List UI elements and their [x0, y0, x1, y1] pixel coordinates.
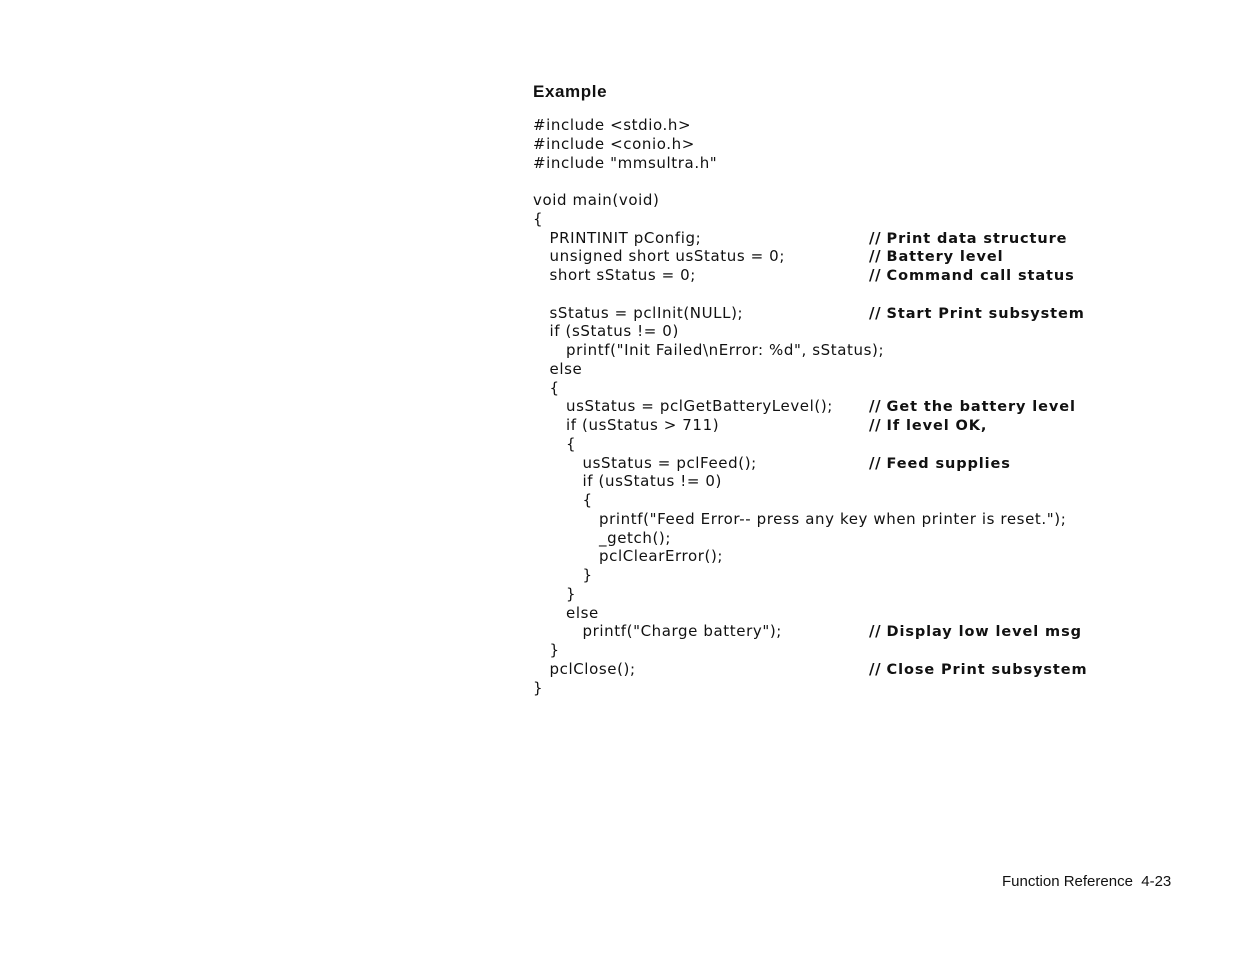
- code-text: {: [566, 434, 577, 453]
- code-line: [533, 154, 1133, 173]
- code-text: #include <conio.h>: [533, 134, 695, 153]
- code-line: [533, 266, 1133, 285]
- code-example: [533, 116, 1133, 697]
- code-line: [533, 191, 1133, 210]
- code-text: }: [566, 584, 577, 603]
- code-line: [533, 435, 1133, 454]
- code-line: [533, 116, 1133, 135]
- code-text: short sStatus = 0;: [549, 266, 696, 284]
- code-text: else: [549, 359, 583, 378]
- comment-text: Print data structure: [886, 230, 1068, 247]
- code-line: [533, 566, 1133, 585]
- footer-section-title: Function Reference: [1002, 873, 1133, 890]
- code-text: pclClose();: [549, 659, 636, 678]
- code-text: printf("Charge battery");: [582, 622, 782, 641]
- comment-text: Display low level msg: [886, 624, 1082, 641]
- comment-text: If level OK,: [886, 418, 988, 434]
- code-line: [533, 210, 1133, 229]
- code-comment: [869, 247, 1004, 267]
- code-line: [533, 679, 1133, 698]
- comment-text: Get the battery level: [886, 399, 1076, 416]
- comment-prefix: //: [869, 659, 882, 678]
- code-text: void main(void): [533, 191, 660, 209]
- comment-text: Feed supplies: [886, 455, 1011, 472]
- code-text: if (usStatus > 711): [566, 416, 720, 434]
- code-comment: [869, 266, 1075, 286]
- code-line: [533, 622, 1133, 641]
- comment-prefix: //: [869, 266, 882, 284]
- code-line: [533, 285, 1133, 304]
- code-line: [533, 491, 1133, 510]
- comment-prefix: //: [869, 303, 882, 322]
- footer-page-number: 4-23: [1141, 873, 1172, 890]
- comment-prefix: //: [869, 622, 882, 641]
- comment-text: Start Print subsystem: [886, 305, 1085, 322]
- code-line: [533, 229, 1133, 248]
- code-comment: [869, 454, 1011, 474]
- comment-prefix: //: [869, 228, 882, 247]
- code-text: usStatus = pclFeed();: [582, 453, 757, 472]
- code-text: pclClearError();: [599, 547, 724, 566]
- page-footer: [1002, 873, 1171, 890]
- code-text: #include "mmsultra.h": [533, 153, 718, 172]
- code-line: [533, 547, 1133, 566]
- code-line: [533, 247, 1133, 266]
- code-line: [533, 341, 1133, 360]
- code-text: printf("Feed Error-- press any key when printer is reset.");: [599, 509, 1067, 528]
- comment-prefix: //: [869, 416, 882, 434]
- comment-prefix: //: [869, 247, 882, 266]
- comment-text: Command call status: [886, 268, 1075, 284]
- code-text: #include <stdio.h>: [533, 116, 692, 134]
- code-line: [533, 304, 1133, 323]
- code-line: [533, 135, 1133, 154]
- code-comment: [869, 660, 1088, 680]
- code-comment: [869, 397, 1076, 417]
- code-text: if (sStatus != 0): [549, 322, 679, 341]
- code-text: sStatus = pclInit(NULL);: [549, 303, 744, 322]
- code-text: }: [549, 641, 560, 659]
- code-line: [533, 660, 1133, 679]
- code-text: {: [549, 378, 560, 397]
- code-text: printf("Init Failed\nError: %d", sStatus);: [566, 341, 885, 359]
- code-text: }: [533, 678, 544, 697]
- comment-prefix: //: [869, 453, 882, 472]
- code-line: [533, 360, 1133, 379]
- code-line: [533, 454, 1133, 473]
- code-line: [533, 529, 1133, 548]
- comment-text: Close Print subsystem: [886, 661, 1088, 678]
- code-line: [533, 172, 1133, 191]
- code-line: [533, 397, 1133, 416]
- code-line: [533, 379, 1133, 398]
- comment-text: Battery level: [886, 249, 1004, 266]
- code-comment: [869, 416, 987, 436]
- code-line: [533, 510, 1133, 529]
- code-text: _getch();: [599, 528, 672, 547]
- section-heading: Example: [533, 82, 608, 101]
- code-line: [533, 641, 1133, 660]
- code-text: unsigned short usStatus = 0;: [549, 247, 785, 266]
- comment-prefix: //: [869, 397, 882, 416]
- code-text: PRINTINIT pConfig;: [549, 228, 702, 247]
- code-line: [533, 604, 1133, 623]
- code-text: }: [582, 566, 593, 584]
- code-text: {: [582, 491, 593, 509]
- code-comment: [869, 304, 1085, 324]
- code-text: else: [566, 603, 599, 622]
- code-comment: [869, 622, 1082, 642]
- code-line: [533, 416, 1133, 435]
- code-line: [533, 322, 1133, 341]
- code-text: if (usStatus != 0): [582, 472, 723, 491]
- code-line: [533, 472, 1133, 491]
- code-text: {: [533, 209, 544, 228]
- code-line: [533, 585, 1133, 604]
- code-text: usStatus = pclGetBatteryLevel();: [566, 397, 833, 416]
- code-comment: [869, 229, 1067, 249]
